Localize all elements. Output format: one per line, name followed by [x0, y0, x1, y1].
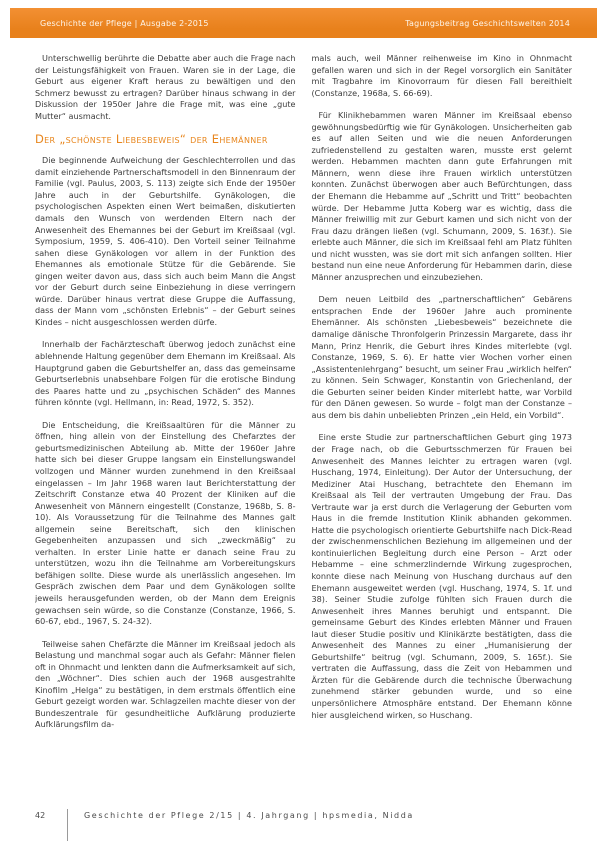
text-column-right — [312, 53, 573, 809]
paragraph: Für Klinikhebammen waren Männer im Kreißsaal ebenso gewöhnungsbedürftig wie für Gynäkologen. Unsicherheiten gab es auf allen Seiten und wie die neuen Anforderungen zufriedenstellend zu gestalten waren, musste erst gelernt werden. Hebammen machten dann gute Erfahrungen mit Männern, wenn diese ihre Frauen wirklich unterstützen konnten. Zunächst überwogen aber auch Befürchtungen, dass der Ehemann die Hebamme auf „Schritt und Tritt“ beobachten würde. Der Hebamme Jutta Koberg war es wichtig, dass die Männer freiwillig mit zur Geburt kamen und sich nicht von der Frau dazu drängen ließen (vgl. Schumann, 2009, S. 163f.). Sie erlebte auch Männer, die sich im Kreißsaal fehl am Platz fühlten und nicht wussten, was sie dort mit sich anfangen sollten. Hier bestand nun eine neue Anforderung für Hebammen darin, diese Männer anzusprechen und einzubeziehen. — [311, 110, 572, 282]
header-article-type: Tagungsbeitrag Geschichtswelten 2014 — [405, 18, 570, 28]
section-heading: Der „schönste Liebesbeweis“ der Ehemänner — [35, 132, 268, 147]
article-body — [35, 53, 572, 809]
paragraph: Die beginnende Aufweichung der Geschlechterrollen und das damit einziehende Partnerschaftsmodell in den Binnenraum der Familie (vgl. Paulus, 2003, S. 113) zeigte sich Ende der 1950er Jahre auch in der Geburtshilfe. Gynäkologen, die psychologischen Aspekten einen Wert beimaßen, diskutierten damals den Wunsch von werdenden Eltern nach der Anwesenheit des Ehemannes bei der Geburt im Kreißsaal (vgl. Symposium, 1959, S. 406-410). Den Vorteil seiner Teilnahme sahen diese Gynäkologen vor allem in der Funktion des Ehemannes als emotionale Stütze für die Gebärende. Sie gingen weiter davon aus, dass sich auch beim Mann die Angst vor der Geburt durch seine Einbeziehung in diese verringern würde. Darüber hinaus vertrat diese Gruppe die Auffassung, dass der Mann vom „schönsten Erlebnis“ – der Geburt seines Kindes – nicht ausgeschlossen werden dürfe. — [35, 155, 296, 327]
page-number: 42 — [35, 811, 46, 820]
paragraph: Teilweise sahen Chefärzte die Männer im Kreißsaal jedoch als Belastung und manchmal sogar auch als Gefahr: Männer fielen oft in Ohnmacht und lenkten dann die Aufmerksamkeit auf sich, den „Wöchner“. Dies schien auch der 1968 ausgestrahlte Kinofilm „Helga“ zu bestätigen, in dem erstmals öffentlich eine Geburt gezeigt worden war. Schlagzeilen machte dieser von der Bundeszentrale für gesundheitliche Aufklärung produzierte Aufklärungsfilm da- — [35, 638, 296, 730]
footer-divider — [67, 809, 68, 841]
paragraph: Eine erste Studie zur partnerschaftlichen Geburt ging 1973 der Frage nach, ob die Geburtsschmerzen für Frauen bei Anwesenheit des Mannes leichter zu ertragen waren (vgl. Huschang, 1974, Einleitung). Der Autor der Untersuchung, der Mediziner Atai Huschang, betrachtete den Ehemann im Kreißsaal als Teil der vertrauten Umgebung der Frau. Das Vertraute war ja erst durch die Verlagerung der Geburten vom Haus in die fremde Institution Klinik abhanden gekommen. Hatte die psychologisch orientierte Geburtshilfe nach Dick-Read der zwischenmenschlichen Beziehung im allgemeinen und der kontinuierlichen Begleitung durch eine Person – Arzt oder Hebamme – eine schmerzlindernde Wirkung zugesprochen, konnte diese nach Meinung von Huschang durchaus auf den Ehemann ausgeweitet werden (vgl. Huschang, 1974, S. 1f. und 38). Seiner Studie zufolge fühlten sich Frauen durch die Anwesenheit ihres Mannes beruhigt und entspannt. Die gemeinsame Geburt des Kindes erlebten Männer und Frauen laut dieser Studie positiv und Klinikärzte bestätigten, dass die Anwesenheit des Mannes zu einer „Humanisierung der Geburtshilfe“ beitrug (vgl. Schumann, 2009, S. 165f.). Sie vertraten die Auffassung, dass die Zeit von Hebammen und Ärzten für die Gebärende durch die technische Überwachung zunehmend stärker gebunden wurde, und so eine unpersönlichere Atmosphäre entstand. Der Ehemann könne hier ausgleichend wirken, so Huschang. — [311, 432, 572, 720]
header-journal-issue: Geschichte der Pflege | Ausgabe 2-2015 — [40, 18, 209, 28]
page-footer — [35, 809, 572, 845]
page-header-bar — [10, 8, 597, 38]
paragraph: Die Entscheidung, die Kreißsaaltüren für die Männer zu öffnen, hing allein von der Einstellung des Chefarztes der geburtsmedizinischen Abteilung ab. Mitte der 1960er Jahre hatte sich bei dieser Gruppe langsam ein Einstellungswandel vollzogen und Männer wurden zunehmend in den Kreißsaal eingelassen – Im Jahr 1968 waren laut Berichterstattung der Zeitschrift Constanze etwa 40 Prozent der Kliniken auf die Anwesenheit von Männern eingestellt (Constanze, 1968b, S. 8-10). Als Voraussetzung für die Teilnahme des Mannes galt allgemein seine Bereitschaft, sich den klinischen Gegebenheiten anzupassen und sich „zweckmäßig“ zu verhalten. In erster Linie hatte er danach seine Frau zu unterstützen, wozu ihn die Teilnahme am Vorbereitungskurs befähigen sollte. Diese wurde als unerlässlich angesehen. Im Gespräch zwischen dem Paar und dem Gynäkologen sollte jeweils herausgefunden werden, ob der Mann dem Ereignis gewachsen sein würde, so die Constanze (Constanze, 1966, S. 60-67, ebd., 1967, S. 24-32). — [35, 419, 296, 627]
paragraph-continuation: mals auch, weil Männer reihenweise im Kino in Ohnmacht gefallen waren und sich in der Regel vorsorglich ein Sanitäter mit Tragbahre im Kinovorraum für diesen Fall bereithielt (Constanze, 1968a, S. 66-69). — [311, 53, 572, 98]
paragraph: Dem neuen Leitbild des „partnerschaftlichen“ Gebärens entsprachen Ende der 1960er Jahre auch prominente Ehemänner. Als schönsten „Liebesbeweis“ bezeichnete die damalige dänische Thronfolgerin Prinzessin Margarete, dass ihr Mann, Prinz Henrik, die Geburt ihres Kindes miterlebte (vgl. Constanze, 1969, S. 6). Er hatte vier Wochen vorher einen „Assistentenlehrgang“ besucht, um seiner Frau „wirklich helfen“ zu können. Sein Schwager, Konstantin von Griechenland, der die Geburten seiner beiden Kinder miterlebt hatte, war Vorbild für den Dänen gewesen. So wurde – folgt man der Constanze – aus dem bis dahin unbeliebten Prinzen „ein Held, ein Vorbild“. — [311, 294, 572, 420]
text-column-left — [35, 53, 296, 809]
footer-journal-line: Geschichte der Pflege 2/15 | 4. Jahrgang | hpsmedia, Nidda — [84, 811, 414, 820]
paragraph: Innerhalb der Fachärzteschaft überwog jedoch zunächst eine ablehnende Haltung gegenüber dem Ehemann im Kreißsaal. Als Hauptgrund gaben die Geburtshelfer an, dass das gemeinsame Geburtserlebnis unabsehbare Folgen für die erotische Bindung des Paares hatte und zu „psychischen Schäden“ des Mannes führen könnte (vgl. Hellmann, in: Read, 1972, S. 352). — [35, 339, 296, 408]
intro-paragraph: Unterschwellig berührte die Debatte aber auch die Frage nach der Leistungsfähigkeit von Frauen. Waren sie in der Lage, die Geburt aus eigener Kraft heraus zu bewältigen und den Schmerz bewusst zu ertragen? Darüber hinaus schwang in der Diskussion der 1950er Jahre die Frage mit, was eine „gute Mutter“ ausmacht. — [35, 53, 296, 121]
